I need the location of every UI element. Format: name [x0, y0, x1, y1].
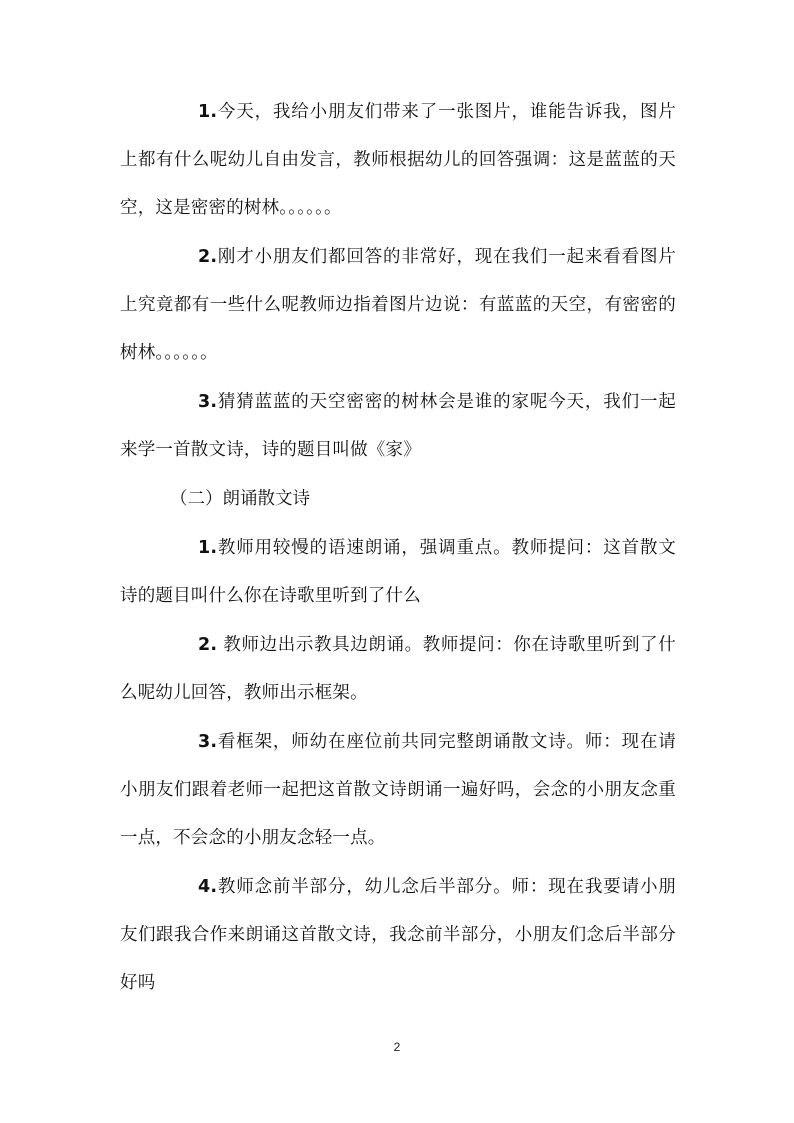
paragraph-text: 看框架，师幼在座位前共同完整朗诵散文诗。师：现在请小朋友们跟着老师一起把这首散文诗朗诵一遍好吗，会念的小朋友念重一点，不会念的小朋友念轻一点。 [120, 732, 676, 848]
paragraph-1 [120, 88, 676, 232]
paragraph-text: 教师用较慢的语速朗诵，强调重点。教师提问：这首散文诗的题目叫什么你在诗歌里听到了什么 [120, 538, 676, 606]
paragraph-number: 3. [198, 732, 218, 752]
document-body [120, 88, 676, 1008]
paragraph-text: 猜猜蓝蓝的天空密密的树林会是谁的家呢今天，我们一起来学一首散文诗，诗的题目叫做《家》 [120, 392, 676, 460]
paragraph-number: 1. [198, 538, 218, 558]
paragraph-7 [120, 863, 676, 1007]
paragraph-text: 今天，我给小朋友们带来了一张图片，谁能告诉我，图片上都有什么呢幼儿自由发言，教师根据幼儿的回答强调：这是蓝蓝的天空，这是密密的树林。。。。。。 [120, 102, 676, 218]
paragraph-number: 4. [198, 877, 218, 897]
paragraph-text: 教师边出示教具边朗诵。教师提问：你在诗歌里听到了什么呢幼儿回答，教师出示框架。 [120, 635, 676, 703]
paragraph-3 [120, 378, 676, 474]
section-heading: （二）朗诵散文诗 [170, 489, 310, 509]
paragraph-2 [120, 233, 676, 377]
paragraph-text: 刚才小朋友们都回答的非常好，现在我们一起来看看图片上究竟都有一些什么呢教师边指着图片边说：有蓝蓝的天空，有密密的树林。。。。。。 [120, 247, 676, 363]
paragraph-4 [120, 524, 676, 620]
paragraph-number: 3. [198, 392, 218, 412]
paragraph-5 [120, 621, 676, 717]
paragraph-number: 2. [198, 247, 218, 267]
paragraph-text: 教师念前半部分，幼儿念后半部分。师：现在我要请小朋友们跟我合作来朗诵这首散文诗，我念前半部分，小朋友们念后半部分好吗 [120, 877, 676, 993]
paragraph-6 [120, 718, 676, 862]
paragraph-number: 2. [198, 635, 218, 655]
page-number: 2 [393, 1040, 401, 1054]
paragraph-number: 1. [198, 102, 218, 122]
